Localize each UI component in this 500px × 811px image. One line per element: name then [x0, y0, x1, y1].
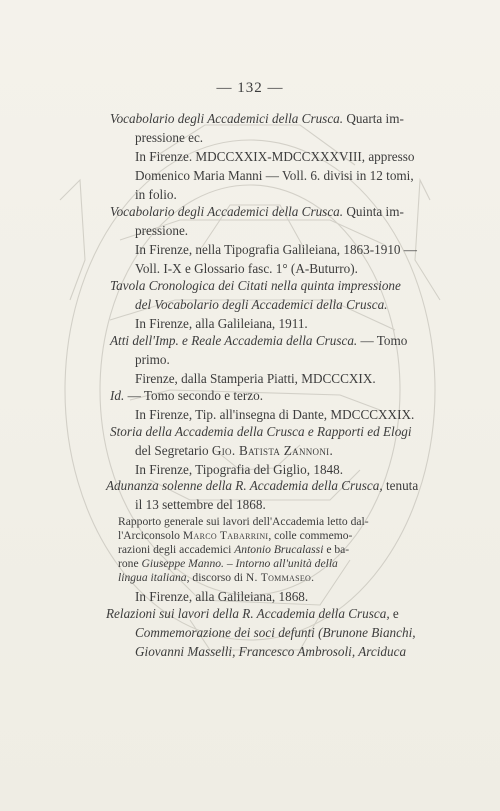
entry-text: .	[311, 571, 315, 584]
entry-line	[110, 388, 263, 404]
entry-title: Vocabolario degli Accademici della Crusca.	[110, 204, 344, 219]
entry-text: tenuta	[382, 478, 419, 493]
entry-title: Atti dell'Imp. e Reale Accademia della Crusca.	[110, 333, 358, 348]
entry-line: In Firenze, Tipografia del Giglio, 1848.	[135, 462, 344, 477]
author-name: Gio. Batista Zannoni	[211, 443, 330, 458]
entry-text: .	[329, 443, 333, 458]
entry-title: Tavola Cronologica dei Citati nella quinta impressione	[110, 278, 401, 293]
entry-line	[118, 543, 349, 556]
author-name: N. Tommaseo	[245, 571, 312, 584]
entry-line: In Firenze, nella Tipografia Galileiana, 1863-1910 —	[135, 242, 417, 257]
person-name: Antonio Brucalassi	[234, 543, 324, 556]
entry-line: Firenze, dalla Stamperia Piatti, MDCCCXIX.	[135, 371, 376, 386]
entry-text: Quarta im-	[343, 111, 404, 126]
entry-line	[110, 111, 404, 127]
entry-line: pressione ec.	[135, 130, 204, 145]
entry-line: In Firenze, alla Galileiana, 1868.	[135, 589, 309, 604]
entry-line	[118, 557, 338, 570]
entry-line	[110, 204, 404, 220]
entry-text: e	[389, 606, 399, 621]
entry-text: rone	[118, 557, 142, 570]
entry-line: primo.	[135, 352, 170, 367]
entry-line: il 13 settembre del 1868.	[135, 497, 266, 512]
entry-title: Storia della Accademia della Crusca e Rapporti ed Elogi	[110, 424, 412, 439]
page-number: — 132 —	[216, 80, 284, 96]
entry-text: e ba-	[323, 543, 350, 556]
entry-title: Id.	[110, 388, 125, 403]
work-title: lingua italiana,	[118, 571, 190, 584]
entry-line: pressione.	[135, 223, 189, 238]
entry-title: Vocabolario degli Accademici della Crusca.	[110, 111, 344, 126]
entry-title: Relazioni sui lavori della R. Accademia della Crusca,	[106, 606, 390, 621]
entry-line	[118, 571, 314, 584]
entry-title: Adunanza solenne della R. Accademia della Crusca,	[106, 478, 383, 493]
entry-text: –	[223, 557, 236, 570]
entry-line: In Firenze, Tip. all'insegna di Dante, MDCCCXXIX.	[135, 407, 415, 422]
entry-line	[106, 478, 418, 494]
entry-text: l'Arciconsolo	[118, 529, 183, 542]
entry-text: , colle commemo-	[268, 529, 353, 542]
entry-title: del Vocabolario degli Accademici della Crusca.	[135, 297, 388, 312]
person-name: Giuseppe Manno.	[141, 557, 224, 570]
entry-line: Voll. I-X e Glossario fasc. 1° (A-Buturro).	[135, 261, 358, 276]
entry-line	[118, 529, 352, 542]
work-title: Intorno all'unità della	[235, 557, 338, 570]
entry-line	[106, 606, 399, 622]
entry-title: Giovanni Masselli, Francesco Ambrosoli, Arciduca	[135, 644, 407, 659]
entry-line: in folio.	[135, 187, 177, 202]
entry-text: Quinta im-	[343, 204, 404, 219]
entry-title: Commemorazione dei soci defunti (Brunone Bianchi,	[135, 625, 416, 640]
author-name: Marco Tabarrini	[182, 529, 269, 542]
entry-text: discorso di	[189, 571, 246, 584]
entry-line: In Firenze. MDCCXXIX-MDCCXXXVIII, appresso	[135, 149, 415, 164]
entry-text: — Tomo	[357, 333, 408, 348]
entry-line: Rapporto generale sui lavori dell'Accademia letto dal-	[118, 515, 369, 528]
entry-text: — Tomo secondo e terzo.	[124, 388, 264, 403]
entry-text: razioni degli accademici	[118, 543, 235, 556]
entry-line	[135, 443, 333, 459]
entry-line: Domenico Maria Manni — Voll. 6. divisi in 12 tomi,	[135, 168, 414, 183]
entry-line: In Firenze, alla Galileiana, 1911.	[135, 316, 308, 331]
entry-text: del Segretario	[135, 443, 212, 458]
entry-line	[110, 333, 407, 349]
